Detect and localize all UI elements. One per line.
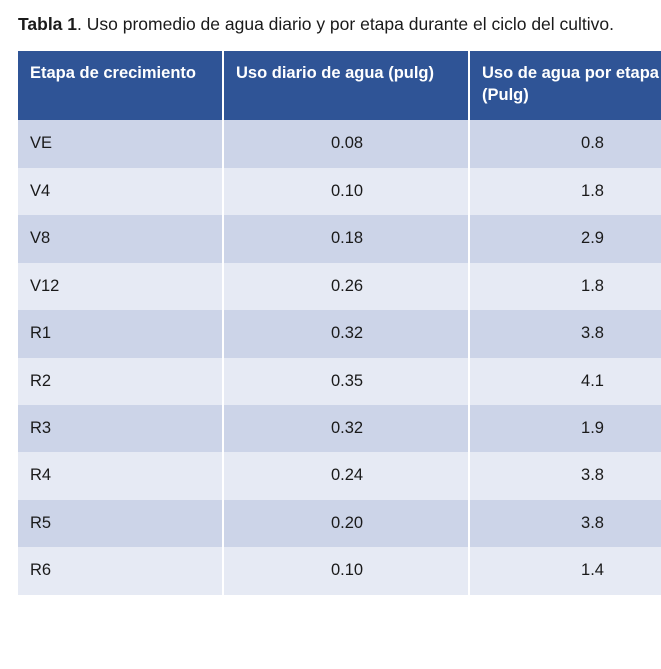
cell-stage: R3 <box>18 405 224 452</box>
cell-daily-use: 0.18 <box>224 215 470 262</box>
column-header-stage: Etapa de crecimiento <box>18 51 224 121</box>
cell-daily-use: 0.35 <box>224 358 470 405</box>
table-body <box>18 120 661 594</box>
cell-stage: V4 <box>18 168 224 215</box>
cell-stage-use: 3.8 <box>470 310 661 357</box>
cell-stage-use: 1.8 <box>470 168 661 215</box>
cell-stage: R5 <box>18 500 224 547</box>
table-row <box>18 500 661 547</box>
table-row <box>18 215 661 262</box>
table-row <box>18 168 661 215</box>
table-row <box>18 405 661 452</box>
column-header-stage-use: Uso de agua por etapa (Pulg) <box>470 51 661 121</box>
cell-daily-use: 0.32 <box>224 310 470 357</box>
table-row <box>18 120 661 167</box>
table-caption-text: . Uso promedio de agua diario y por etapa durante el ciclo del cultivo. <box>77 14 614 34</box>
table-row <box>18 263 661 310</box>
cell-daily-use: 0.32 <box>224 405 470 452</box>
cell-daily-use: 0.26 <box>224 263 470 310</box>
column-header-daily-use: Uso diario de agua (pulg) <box>224 51 470 121</box>
table-header-row <box>18 51 661 121</box>
cell-stage-use: 0.8 <box>470 120 661 167</box>
cell-stage: V8 <box>18 215 224 262</box>
cell-stage-use: 2.9 <box>470 215 661 262</box>
cell-stage: R4 <box>18 452 224 499</box>
cell-stage: V12 <box>18 263 224 310</box>
cell-daily-use: 0.10 <box>224 547 470 594</box>
cell-stage-use: 1.8 <box>470 263 661 310</box>
cell-stage: VE <box>18 120 224 167</box>
table-header <box>18 51 661 121</box>
table-row <box>18 358 661 405</box>
table-caption-label: Tabla 1 <box>18 14 78 34</box>
cell-stage-use: 1.4 <box>470 547 661 594</box>
cell-stage: R2 <box>18 358 224 405</box>
cell-stage-use: 3.8 <box>470 500 661 547</box>
cell-stage: R1 <box>18 310 224 357</box>
table-row <box>18 310 661 357</box>
cell-daily-use: 0.10 <box>224 168 470 215</box>
table-row <box>18 547 661 594</box>
cell-daily-use: 0.08 <box>224 120 470 167</box>
cell-daily-use: 0.20 <box>224 500 470 547</box>
cell-stage: R6 <box>18 547 224 594</box>
cell-stage-use: 4.1 <box>470 358 661 405</box>
table-caption <box>18 12 630 37</box>
cell-daily-use: 0.24 <box>224 452 470 499</box>
cell-stage-use: 3.8 <box>470 452 661 499</box>
table-row <box>18 452 661 499</box>
water-use-table <box>18 51 661 595</box>
cell-stage-use: 1.9 <box>470 405 661 452</box>
